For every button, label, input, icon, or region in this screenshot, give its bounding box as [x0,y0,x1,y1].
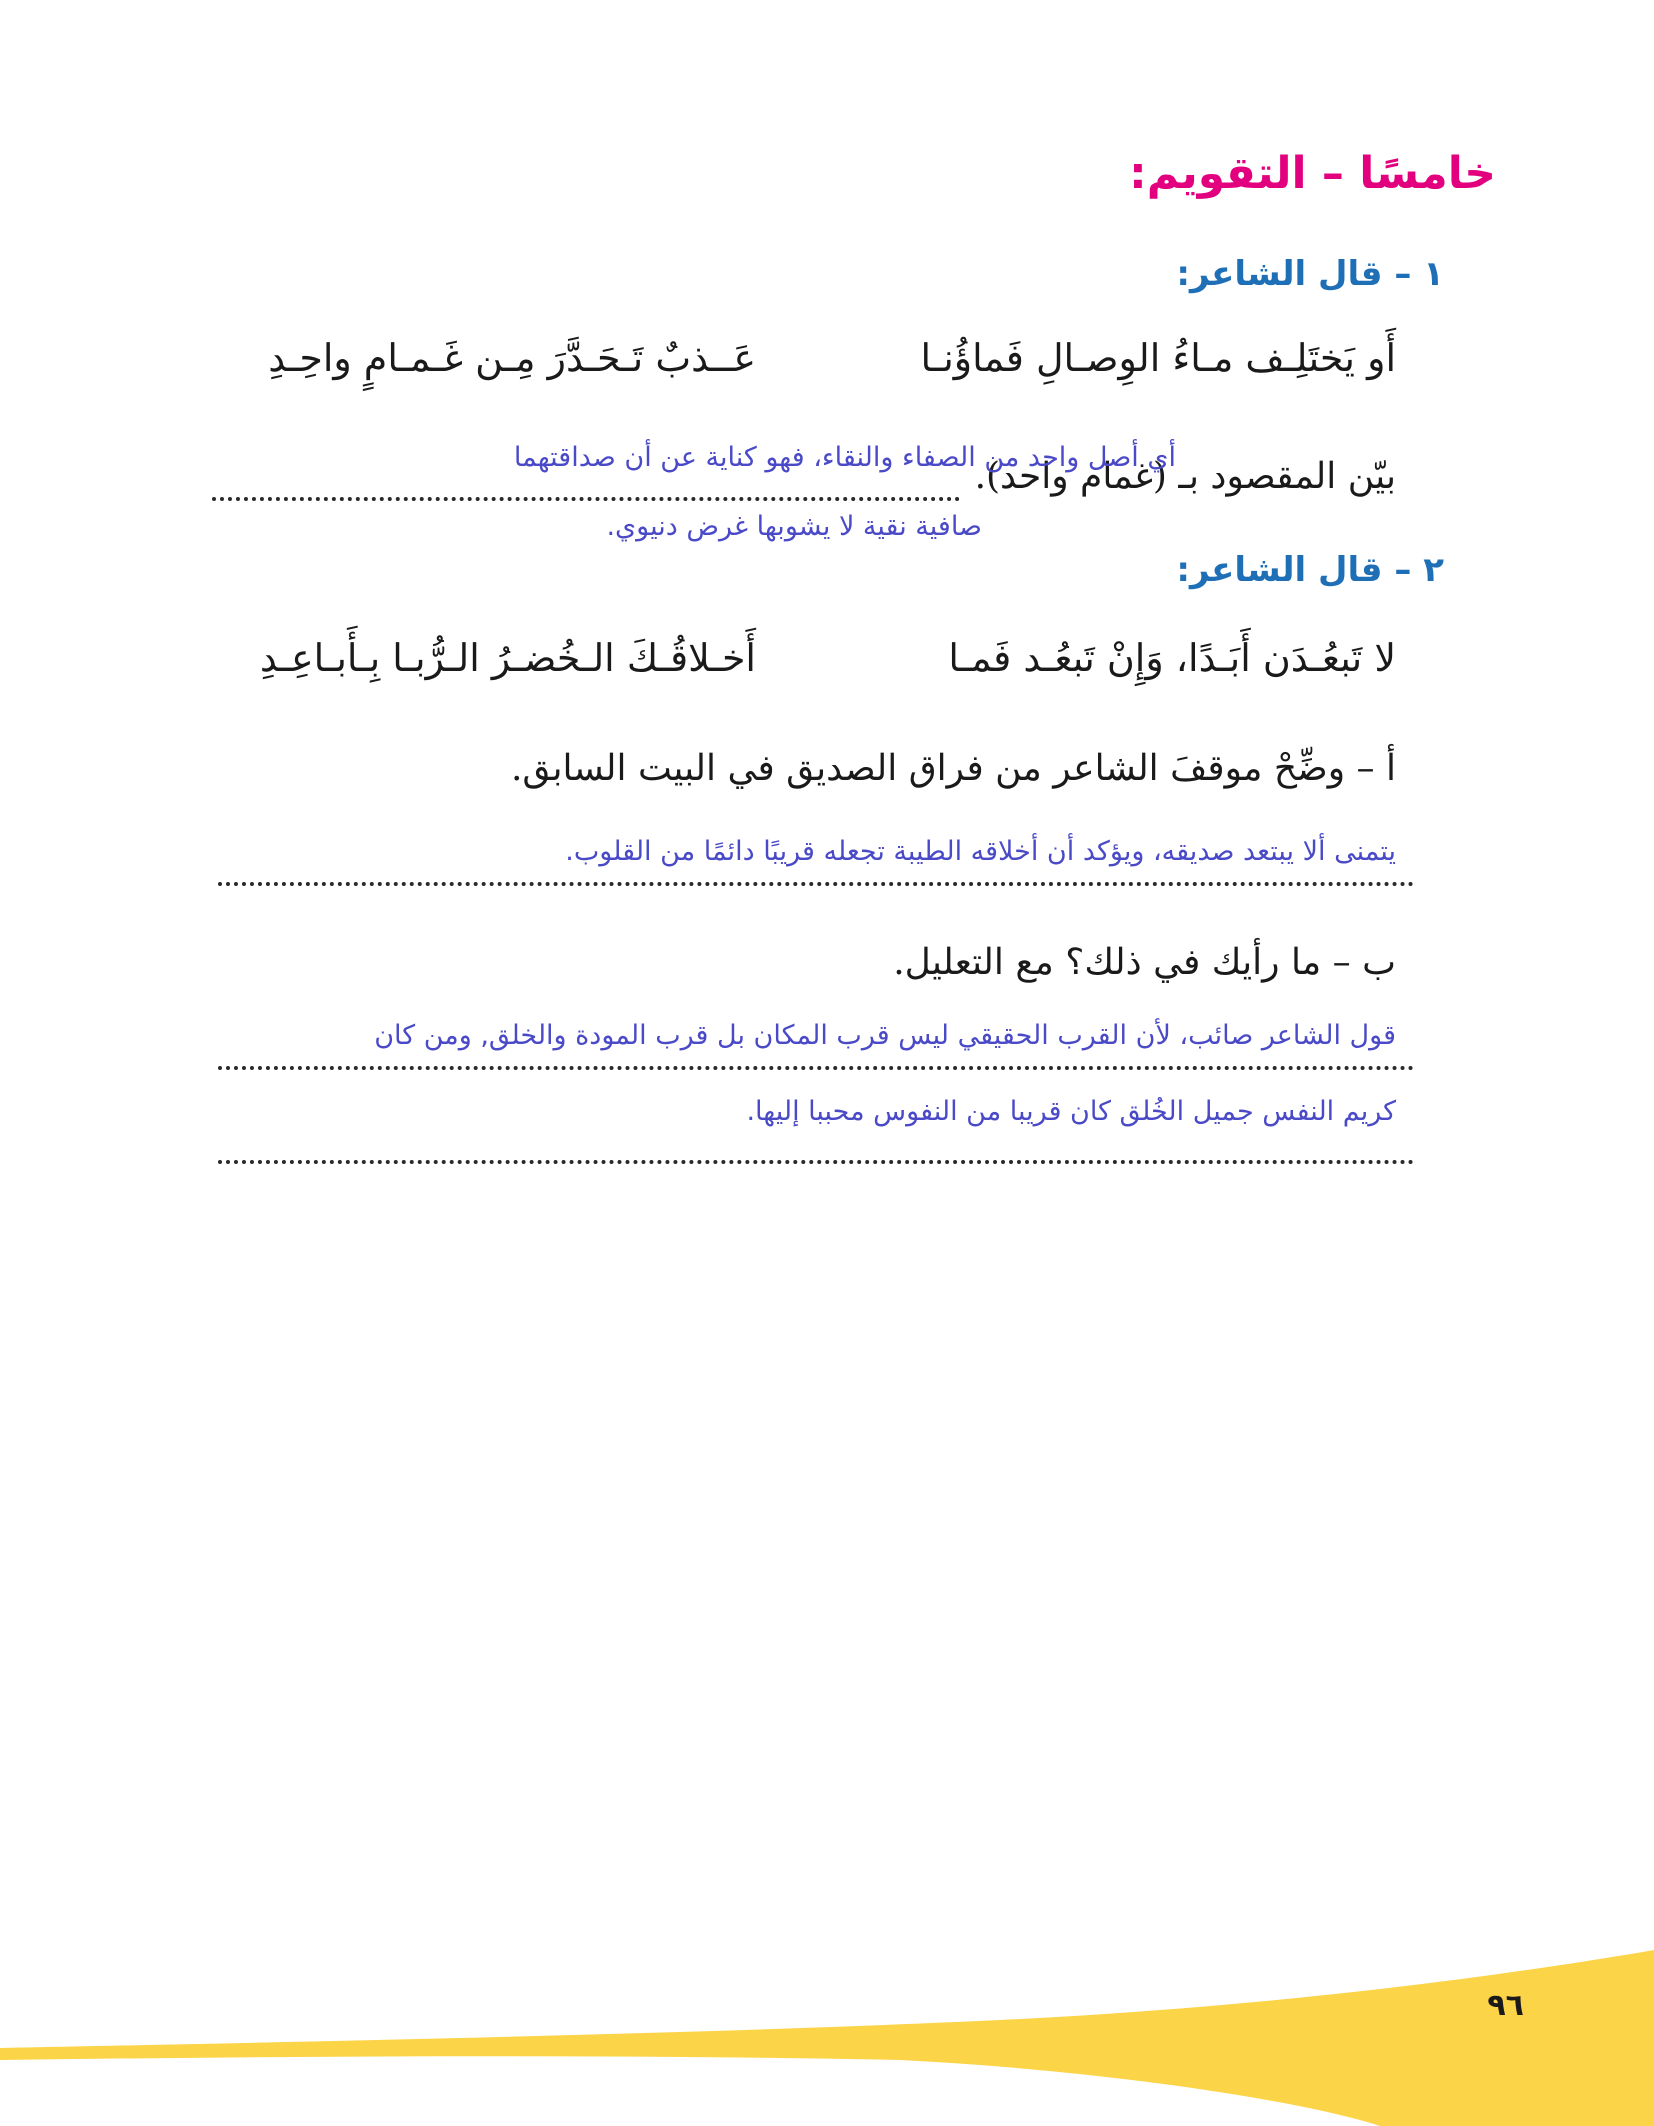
question-2a-prompt: أ – وضِّحْ موقفَ الشاعر من فراق الصديق في البيت السابق. [510,748,1396,789]
question-1-heading: ١ – قال الشاعر: [1176,254,1444,294]
question-1-answer-line-2[interactable]: صافية نقية لا يشوبها غرض دنيوي. [606,511,982,542]
verse-1-first-hemistich: أَو يَختَلِـف مـاءُ الوِصـالِ فَماؤُنـا [920,336,1396,380]
question-2b-prompt: ب – ما رأيك في ذلك؟ مع التعليل. [893,942,1396,983]
verse-2-second-hemistich: أَخـلاقُـكَ الـخُضـرُ الـرُّبـا بِـأَبـاعِـدِ [259,636,756,680]
question-2a-answer[interactable]: يتمنى ألا يبتعد صديقه، ويؤكد أن أخلاقه الطيبة تجعله قريبًا دائمًا من القلوب. [565,836,1396,867]
answer-dotted-line [218,882,1414,886]
page-number: ٩٦ [1487,1988,1524,2023]
answer-dotted-line [218,1066,1414,1070]
question-1-prompt: بيّن المقصود بـ (غمام واحد). [974,456,1396,497]
answer-dotted-line [212,497,960,501]
verse-1-second-hemistich: عَــذبٌ تَـحَـدَّرَ مِـن غَـمـامٍ واحِـدِ [268,336,756,380]
question-2b-answer-line-1[interactable]: قول الشاعر صائب، لأن القرب الحقيقي ليس قرب المكان بل قرب المودة والخلق, ومن كان [374,1020,1396,1051]
verse-2-first-hemistich: لا تَبعُـدَن أَبَـدًا، وَإِنْ تَبعُـد فَمـا [948,636,1396,680]
section-title: خامسًا – التقويم: [1129,148,1496,199]
footer-wave-band [0,1920,1654,2126]
question-2-heading: ٢ – قال الشاعر: [1176,550,1444,590]
question-2b-answer-line-2[interactable]: كريم النفس جميل الخُلق كان قريبا من النفوس محببا إليها. [746,1096,1396,1127]
answer-dotted-line [218,1160,1414,1164]
question-1-answer-line-1[interactable]: أي أصل واحد من الصفاء والنقاء، فهو كناية عن أن صداقتهما [513,442,1176,473]
